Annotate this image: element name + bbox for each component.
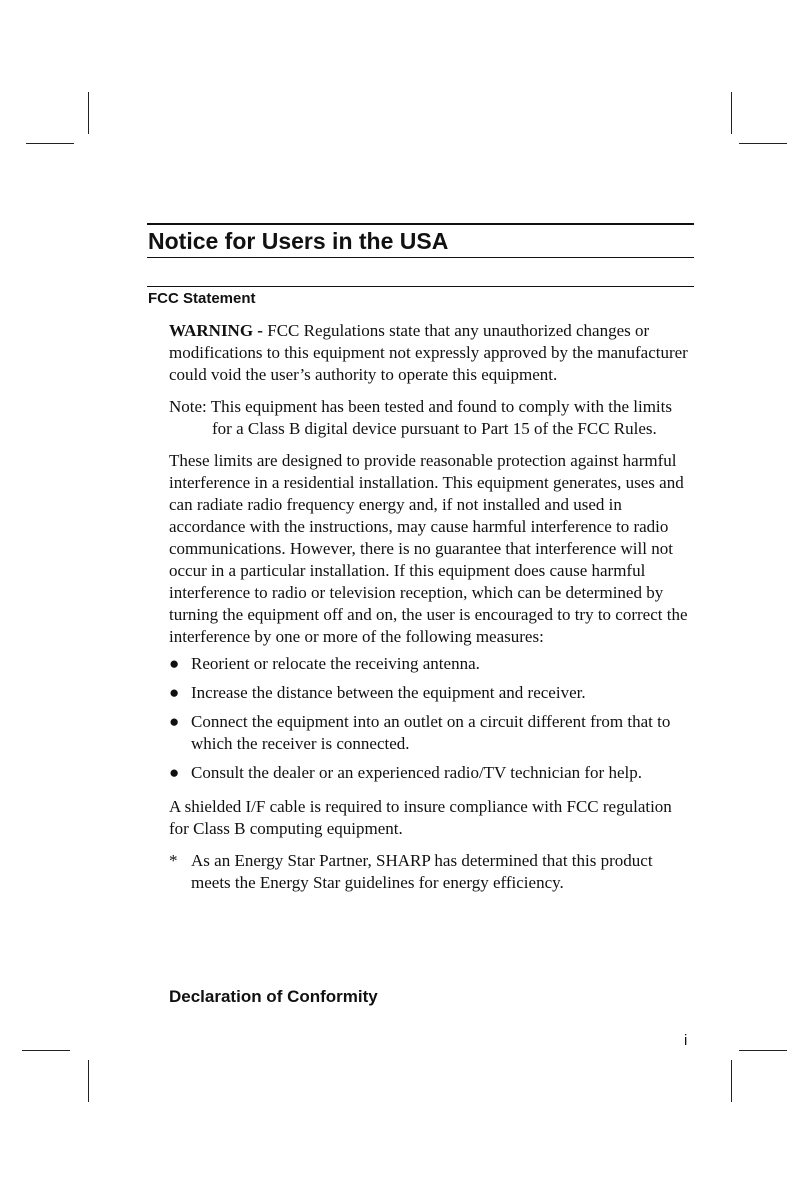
- crop-mark-top-right-horizontal: [739, 143, 787, 144]
- list-item: [169, 762, 695, 784]
- crop-mark-bottom-right-horizontal: [739, 1050, 787, 1051]
- crop-mark-top-left-horizontal: [26, 143, 74, 144]
- crop-mark-bottom-right-vertical: [731, 1060, 732, 1102]
- list-item-text: Consult the dealer or an experienced radio/TV technician for help.: [191, 763, 642, 782]
- crop-mark-bottom-left-vertical: [88, 1060, 89, 1102]
- list-item-text: Connect the equipment into an outlet on a circuit different from that to which the receiver is connected.: [191, 712, 671, 753]
- section-heading-fcc: FCC Statement: [148, 290, 256, 307]
- bullet-icon: ●: [169, 683, 180, 702]
- list-item-text: Reorient or relocate the receiving antenna.: [191, 654, 480, 673]
- asterisk-marker: *: [169, 851, 178, 870]
- list-item-text: Increase the distance between the equipment and receiver.: [191, 683, 586, 702]
- energy-star-text: As an Energy Star Partner, SHARP has determined that this product meets the Energy Star guidelines for energy efficiency.: [191, 851, 653, 892]
- list-item: [169, 653, 695, 675]
- page-title: Notice for Users in the USA: [148, 228, 449, 254]
- bullet-icon: ●: [169, 712, 180, 731]
- measures-list: [169, 653, 695, 784]
- body-paragraph: These limits are designed to provide reasonable protection against harmful interference in a residential installation. This equipment generates, uses and can radiate radio frequency energy and, if not installed and used in accordance with the instructions, may cause harmful interference to radio communications. However, there is no guarantee that interference will not occur in a particular installation. If this equipment does cause harmful interference to radio or television reception, which can be determined by turning the equipment off and on, the user is encouraged to try to correct the interference by one or more of the following measures:: [169, 451, 688, 646]
- energy-star-paragraph: [169, 850, 695, 894]
- warning-text: FCC Regulations state that any unauthorized changes or modifications to this equipment not expressly approved by the manufacturer could void the user’s authority to operate this equipment.: [169, 321, 688, 384]
- note-paragraph: Note: This equipment has been tested and found to comply with the limits for a Class B digital device pursuant to Part 15 of the FCC Rules.: [169, 397, 672, 438]
- list-item: [169, 711, 695, 755]
- crop-mark-top-right-vertical: [731, 92, 732, 134]
- bullet-icon: ●: [169, 654, 180, 673]
- crop-mark-top-left-vertical: [88, 92, 89, 134]
- warning-paragraph: [169, 320, 695, 386]
- list-item: [169, 682, 695, 704]
- declaration-heading: Declaration of Conformity: [169, 987, 378, 1006]
- title-rule-bottom: [147, 257, 694, 258]
- page-number: i: [684, 1032, 688, 1049]
- main-content: [169, 320, 695, 894]
- crop-mark-bottom-left-horizontal: [22, 1050, 70, 1051]
- warning-label: WARNING -: [169, 321, 263, 340]
- cable-paragraph: A shielded I/F cable is required to insure compliance with FCC regulation for Class B computing equipment.: [169, 797, 672, 838]
- title-rule-top: [147, 223, 694, 225]
- bullet-icon: ●: [169, 763, 180, 782]
- section-rule: [147, 286, 694, 287]
